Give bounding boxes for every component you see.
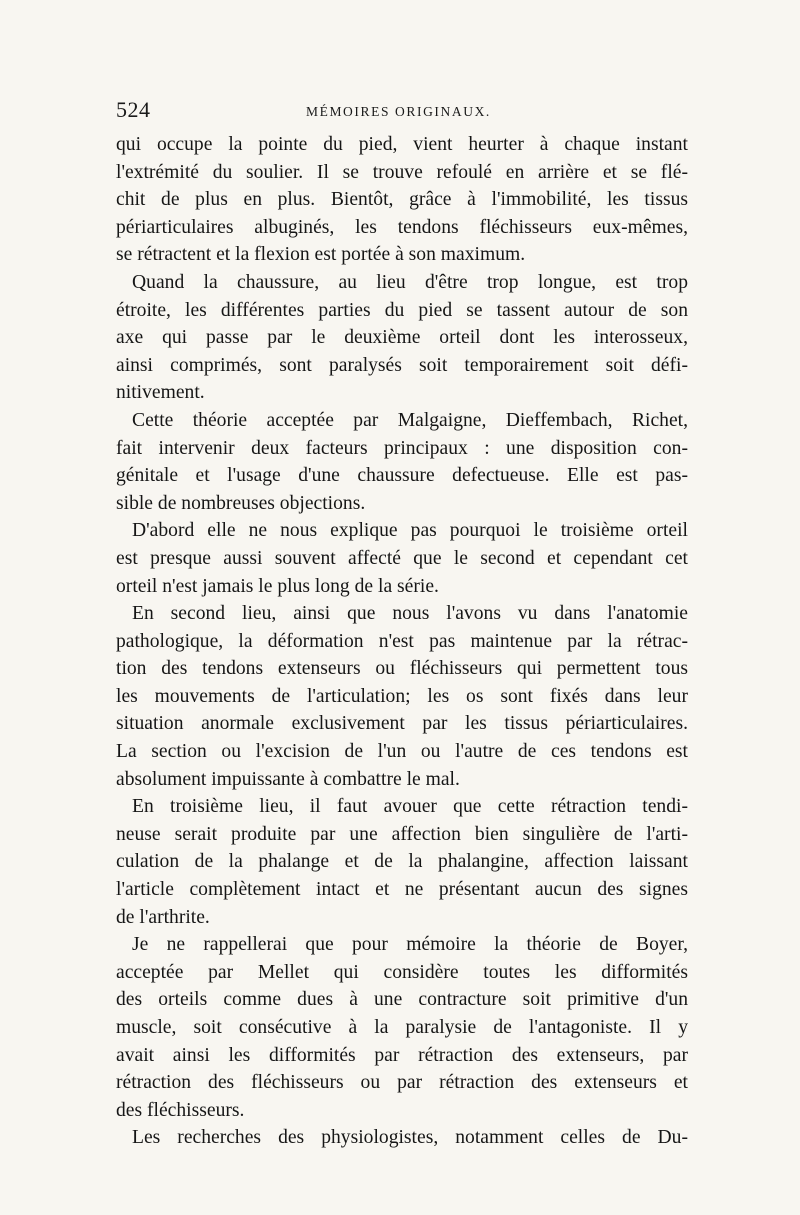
text-line: Les recherches des physiologistes, notamment celles de Du-: [132, 1127, 688, 1149]
text-line: tion des tendons extenseurs ou fléchisseurs qui permettent tous: [116, 658, 688, 680]
text-line: En troisième lieu, il faut avouer que cette rétraction tendi-: [132, 796, 688, 818]
text-line: périarticulaires albuginés, les tendons fléchisseurs eux-mêmes,: [116, 216, 688, 238]
text-line: qui occupe la pointe du pied, vient heurter à chaque instant: [116, 134, 688, 155]
text-line: axe qui passe par le deuxième orteil dont les interosseux,: [116, 327, 688, 349]
text-line: acceptée par Mellet qui considère toutes les difformités: [116, 961, 688, 983]
page-number: 524: [116, 97, 151, 122]
text-line: culation de la phalange et de la phalangine, affection laissant: [116, 851, 688, 873]
text-line: les mouvements de l'articulation; les os sont fixés dans leur: [116, 685, 688, 707]
text-line: fait intervenir deux facteurs principaux : une disposition con-: [116, 437, 688, 459]
text-line: La section ou l'excision de l'un ou l'autre de ces tendons est: [116, 741, 688, 763]
text-line: ainsi comprimés, sont paralysés soit temporairement soit défi-: [116, 354, 688, 376]
text-line: sible de nombreuses objections.: [116, 492, 366, 514]
text-line: est presque aussi souvent affecté que le second et cependant cet: [116, 547, 688, 569]
text-line: génitale et l'usage d'une chaussure defectueuse. Elle est pas-: [116, 465, 688, 487]
body-text: [116, 131, 688, 1152]
text-line: se rétractent et la flexion est portée à son maximum.: [116, 244, 526, 266]
text-line: neuse serait produite par une affection bien singulière de l'arti-: [116, 823, 688, 845]
text-line: absolument impuissante à combattre le mal.: [116, 768, 460, 790]
running-head: MÉMOIRES ORIGINAUX.: [306, 104, 491, 119]
text-line: Je ne rappellerai que pour mémoire la théorie de Boyer,: [132, 934, 688, 956]
text-line: muscle, soit consécutive à la paralysie de l'antagoniste. Il y: [116, 1017, 688, 1038]
text-line: orteil n'est jamais le plus long de la série.: [116, 575, 439, 597]
text-line: avait ainsi les difformités par rétraction des extenseurs, par: [116, 1044, 688, 1066]
text-line: Cette théorie acceptée par Malgaigne, Dieffembach, Richet,: [132, 409, 688, 431]
text-line: nitivement.: [116, 382, 205, 404]
text-line: chit de plus en plus. Bientôt, grâce à l'immobilité, les tissus: [116, 189, 688, 211]
text-line: étroite, les différentes parties du pied se tassent autour de son: [116, 299, 688, 321]
text-line: En second lieu, ainsi que nous l'avons vu dans l'anatomie: [132, 603, 688, 625]
text-line: D'abord elle ne nous explique pas pourquoi le troisième orteil: [132, 520, 688, 542]
text-line: de l'arthrite.: [116, 906, 210, 928]
text-line: pathologique, la déformation n'est pas maintenue par la rétrac-: [116, 630, 688, 652]
text-line: des orteils comme dues à une contracture soit primitive d'un: [116, 989, 688, 1011]
text-line: Quand la chaussure, au lieu d'être trop longue, est trop: [132, 271, 688, 293]
page-header: [116, 97, 686, 123]
text-line: situation anormale exclusivement par les tissus périarticulaires.: [116, 713, 688, 735]
text-line: l'article complètement intact et ne présentant aucun des signes: [116, 879, 688, 901]
text-line: l'extrémité du soulier. Il se trouve refoulé en arrière et se flé-: [116, 161, 688, 183]
text-line: rétraction des fléchisseurs ou par rétraction des extenseurs et: [116, 1072, 688, 1094]
text-line: des fléchisseurs.: [116, 1099, 245, 1121]
